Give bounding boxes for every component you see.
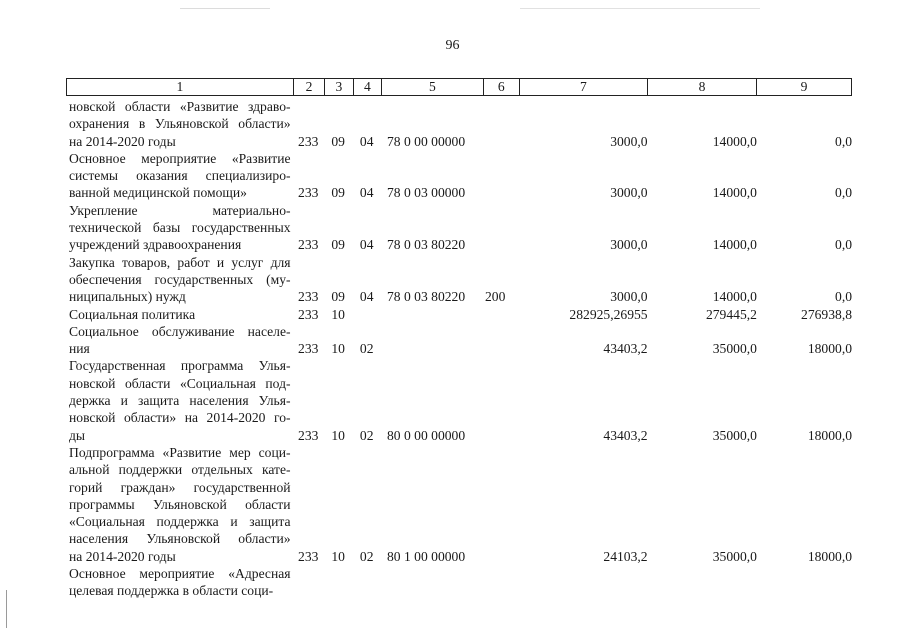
description-line: Основное мероприятие «Развитие	[69, 150, 291, 166]
row-description	[66, 306, 293, 323]
description-line: охранения в Ульяновской области»	[69, 116, 291, 132]
cell-amount-col8: 14000,0	[712, 185, 757, 201]
cell-section: 10	[331, 548, 345, 564]
description-line: системы оказания специализиро-	[69, 168, 291, 184]
cell-amount-col7: 43403,2	[603, 341, 648, 357]
page-number: 96	[445, 38, 460, 53]
description-line: на 2014-2020 годы	[69, 133, 176, 149]
description-line: «Социальная поддержка и защита	[69, 514, 291, 530]
cell-section: 10	[331, 341, 345, 357]
cell-target-article: 78 0 03 80220	[386, 289, 466, 305]
cell-amount-col7: 3000,0	[610, 185, 648, 201]
description-line: ниципальных) нужд	[69, 289, 186, 305]
description-line: Основное мероприятие «Адресная	[69, 566, 291, 582]
cell-section: 09	[331, 289, 345, 305]
cell-amount-col8: 35000,0	[712, 341, 757, 357]
cell-amount-col7: 3000,0	[610, 289, 648, 305]
cell-amount-col9: 18000,0	[807, 548, 853, 564]
description-line: на 2014-2020 годы	[69, 548, 176, 564]
cell-section: 09	[331, 185, 345, 201]
cell-subsection: 04	[359, 289, 374, 305]
description-line: новской области» на 2014-2020 го-	[69, 410, 291, 426]
scan-speck	[6, 590, 7, 628]
cell-amount-col8: 14000,0	[712, 289, 757, 305]
cell-amount-col7: 282925,26955	[569, 306, 648, 322]
cell-target-article: 80 1 00 00000	[386, 548, 466, 564]
description-line: населения Ульяновской области»	[69, 531, 291, 547]
cell-amount-col9: 18000,0	[807, 341, 853, 357]
column-header-7: 7	[519, 79, 647, 95]
column-header-2: 2	[293, 79, 324, 95]
description-line: Социальное обслуживание населе-	[69, 323, 291, 339]
description-line: Укрепление материально-	[69, 202, 291, 218]
column-header-4: 4	[353, 79, 382, 95]
table-row	[66, 98, 852, 150]
description-line: ды	[69, 427, 86, 443]
column-header-1: 1	[176, 79, 184, 94]
row-description	[66, 150, 293, 202]
cell-amount-col9: 0,0	[835, 133, 853, 149]
description-line: держка и защита населения Улья-	[69, 393, 291, 409]
description-line: Государственная программа Улья-	[69, 358, 291, 374]
cell-subsection: 04	[359, 185, 374, 201]
cell-subsection: 04	[359, 133, 374, 149]
cell-ministry: 233	[298, 427, 319, 443]
cell-expense-type: 200	[485, 289, 506, 305]
cell-amount-col9: 276938,8	[801, 306, 853, 322]
description-line: новской области «Развитие здраво-	[69, 99, 291, 114]
table-row	[66, 357, 852, 443]
cell-amount-col7: 3000,0	[610, 237, 648, 253]
row-description	[66, 98, 293, 150]
cell-amount-col8: 35000,0	[712, 427, 757, 443]
cell-section: 10	[331, 306, 345, 322]
cell-amount-col8: 279445,2	[705, 306, 757, 322]
cell-subsection: 02	[359, 548, 374, 564]
cell-amount-col9: 0,0	[835, 289, 853, 305]
description-line: программы Ульяновской области	[69, 496, 291, 512]
scan-speck	[180, 8, 270, 9]
column-header-6: 6	[483, 79, 519, 95]
cell-target-article: 78 0 00 00000	[386, 133, 466, 149]
cell-section: 10	[331, 427, 345, 443]
cell-amount-col7: 43403,2	[603, 427, 648, 443]
cell-ministry: 233	[298, 133, 319, 149]
cell-amount-col9: 0,0	[835, 237, 853, 253]
description-line: учреждений здравоохранения	[69, 237, 242, 253]
table-row	[66, 444, 852, 565]
budget-table	[66, 78, 852, 600]
description-line: Социальная политика	[69, 306, 196, 322]
row-description	[66, 323, 293, 358]
cell-section: 09	[331, 237, 345, 253]
description-line: альной поддержки отдельных кате-	[69, 462, 291, 478]
cell-amount-col8: 14000,0	[712, 237, 757, 253]
row-description	[66, 357, 293, 443]
cell-target-article: 78 0 03 80220	[386, 237, 466, 253]
table-row	[66, 254, 852, 306]
description-line: горий граждан» государственной	[69, 479, 291, 495]
column-header-3: 3	[324, 79, 353, 95]
cell-amount-col9: 18000,0	[807, 427, 853, 443]
column-header-9: 9	[756, 79, 851, 95]
cell-amount-col9: 0,0	[835, 185, 853, 201]
description-line: Закупка товаров, работ и услуг для	[69, 254, 291, 270]
table-row	[66, 565, 852, 600]
description-line: ния	[69, 341, 90, 357]
table-row	[66, 323, 852, 358]
description-line: обеспечения государственных (му-	[69, 271, 291, 287]
table-row	[66, 306, 852, 323]
cell-ministry: 233	[298, 306, 319, 322]
column-header-8: 8	[647, 79, 756, 95]
table-row	[66, 202, 852, 254]
row-description	[66, 202, 293, 254]
cell-subsection: 04	[359, 237, 374, 253]
cell-ministry: 233	[298, 185, 319, 201]
table-header-row	[66, 78, 852, 96]
description-line: ванной медицинской помощи»	[69, 185, 247, 201]
cell-ministry: 233	[298, 237, 319, 253]
cell-subsection: 02	[359, 341, 374, 357]
cell-amount-col8: 35000,0	[712, 548, 757, 564]
description-line: технической базы государственных	[69, 220, 291, 236]
row-description	[66, 444, 293, 565]
cell-amount-col7: 3000,0	[610, 133, 648, 149]
description-line: целевая поддержка в области соци-	[69, 583, 274, 599]
cell-subsection: 02	[359, 427, 374, 443]
cell-amount-col8: 14000,0	[712, 133, 757, 149]
cell-amount-col7: 24103,2	[603, 548, 648, 564]
column-header-5: 5	[381, 79, 483, 95]
table-row	[66, 150, 852, 202]
row-description	[66, 254, 293, 306]
table-body	[66, 98, 852, 600]
cell-target-article: 78 0 03 00000	[386, 185, 466, 201]
cell-ministry: 233	[298, 341, 319, 357]
cell-section: 09	[331, 133, 345, 149]
description-line: новской области «Социальная под-	[69, 375, 291, 391]
cell-ministry: 233	[298, 289, 319, 305]
row-description	[66, 565, 293, 600]
description-line: Подпрограмма «Развитие мер соци-	[69, 444, 291, 460]
cell-target-article: 80 0 00 00000	[386, 427, 466, 443]
cell-ministry: 233	[298, 548, 319, 564]
scan-speck	[520, 8, 760, 9]
